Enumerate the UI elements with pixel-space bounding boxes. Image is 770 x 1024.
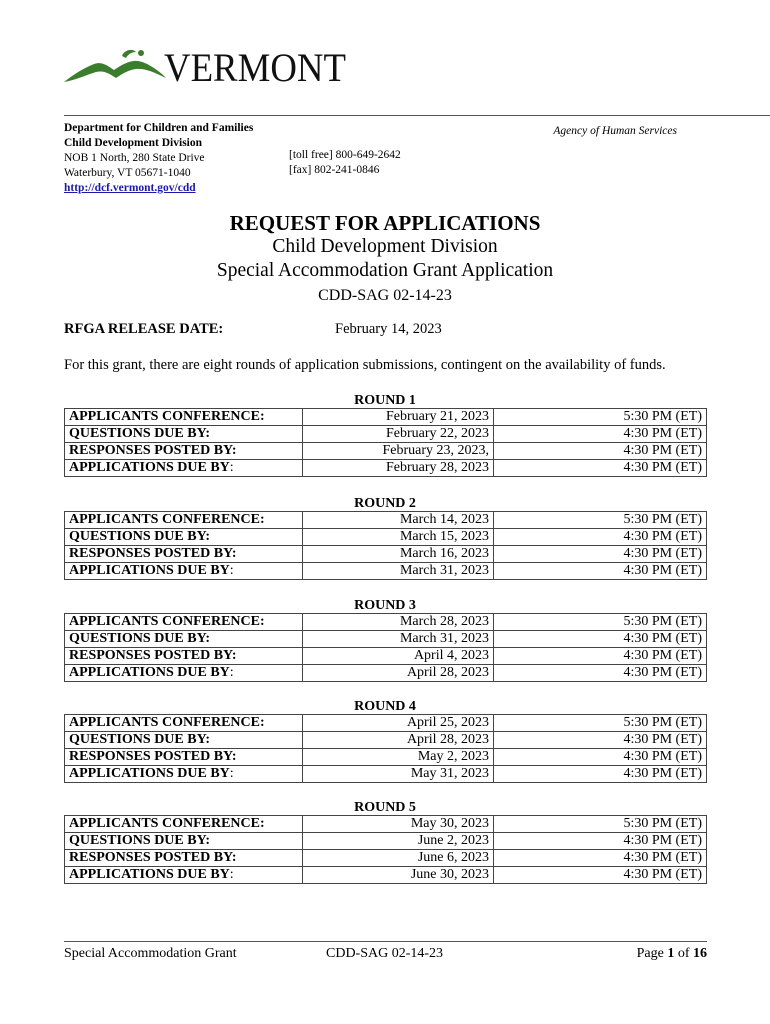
document-code: CDD-SAG 02-14-23 xyxy=(318,287,452,304)
milestone-label-text: APPLICANTS CONFERENCE: xyxy=(69,715,265,730)
milestone-date: March 16, 2023 xyxy=(303,546,494,563)
milestone-label xyxy=(65,512,303,529)
milestone-date: April 28, 2023 xyxy=(303,665,494,682)
milestone-label xyxy=(65,443,303,460)
milestone-label-text: APPLICANTS CONFERENCE: xyxy=(69,409,265,424)
milestone-time: 4:30 PM (ET) xyxy=(494,546,707,563)
release-date-value: February 14, 2023 xyxy=(335,321,442,337)
milestone-label xyxy=(65,631,303,648)
table-row xyxy=(65,833,707,850)
milestone-time: 4:30 PM (ET) xyxy=(494,460,707,477)
milestone-time: 4:30 PM (ET) xyxy=(494,665,707,682)
milestone-label-text: RESPONSES POSTED BY: xyxy=(69,546,237,561)
milestone-label xyxy=(65,665,303,682)
milestone-date: February 21, 2023 xyxy=(303,409,494,426)
milestone-label-text: QUESTIONS DUE BY: xyxy=(69,426,211,441)
milestone-label xyxy=(65,816,303,833)
table-row xyxy=(65,563,707,580)
round-title: ROUND 5 xyxy=(354,800,416,815)
milestone-time: 5:30 PM (ET) xyxy=(494,614,707,631)
header-rule xyxy=(64,115,770,116)
milestone-label xyxy=(65,833,303,850)
milestone-date: February 23, 2023, xyxy=(303,443,494,460)
round-title: ROUND 1 xyxy=(354,393,416,408)
page-current: 1 xyxy=(667,946,675,961)
division-subtitle: Child Development Division xyxy=(272,236,498,257)
milestone-date: June 2, 2023 xyxy=(303,833,494,850)
milestone-label-text: APPLICATIONS DUE BY xyxy=(69,460,230,475)
milestone-time: 4:30 PM (ET) xyxy=(494,766,707,783)
table-row xyxy=(65,546,707,563)
milestone-label xyxy=(65,409,303,426)
milestone-date: May 2, 2023 xyxy=(303,749,494,766)
milestone-label-suffix: : xyxy=(229,665,234,680)
milestone-label xyxy=(65,563,303,580)
division-website-link[interactable]: http://dcf.vermont.gov/cdd xyxy=(64,182,196,194)
milestone-label-text: QUESTIONS DUE BY: xyxy=(69,529,211,544)
address-line-2: Waterbury, VT 05671-1040 xyxy=(64,167,191,179)
milestone-time: 4:30 PM (ET) xyxy=(494,867,707,884)
milestone-label xyxy=(65,460,303,477)
milestone-time: 4:30 PM (ET) xyxy=(494,426,707,443)
intro-text: For this grant, there are eight rounds of application submissions, contingent on the availability of funds. xyxy=(64,357,666,373)
table-row xyxy=(65,631,707,648)
table-row xyxy=(65,426,707,443)
table-row xyxy=(65,614,707,631)
milestone-date: June 6, 2023 xyxy=(303,850,494,867)
release-date-label: RFGA RELEASE DATE: xyxy=(64,321,224,337)
milestone-label-suffix: : xyxy=(229,867,234,882)
page-word: Page xyxy=(636,946,664,961)
grant-subtitle: Special Accommodation Grant Application xyxy=(216,260,554,281)
milestone-time: 4:30 PM (ET) xyxy=(494,631,707,648)
footer-rule xyxy=(64,941,707,942)
milestone-date: May 31, 2023 xyxy=(303,766,494,783)
table-row xyxy=(65,665,707,682)
milestone-time: 5:30 PM (ET) xyxy=(494,715,707,732)
milestone-label xyxy=(65,614,303,631)
page-number xyxy=(637,946,707,962)
milestone-label xyxy=(65,715,303,732)
milestone-label xyxy=(65,749,303,766)
milestone-time: 4:30 PM (ET) xyxy=(494,850,707,867)
department-name: Department for Children and Families xyxy=(64,122,254,134)
division-name: Child Development Division xyxy=(64,137,203,149)
milestone-label xyxy=(65,546,303,563)
table-row xyxy=(65,749,707,766)
document-title: REQUEST FOR APPLICATIONS xyxy=(229,211,541,235)
table-row xyxy=(65,816,707,833)
milestone-label xyxy=(65,766,303,783)
milestone-label-text: APPLICANTS CONFERENCE: xyxy=(69,512,265,527)
milestone-time: 5:30 PM (ET) xyxy=(494,409,707,426)
table-row xyxy=(65,460,707,477)
milestone-date: February 22, 2023 xyxy=(303,426,494,443)
milestone-label-text: RESPONSES POSTED BY: xyxy=(69,850,237,865)
milestone-label-text: APPLICATIONS DUE BY xyxy=(69,867,230,882)
table-row xyxy=(65,409,707,426)
address-line-1: NOB 1 North, 280 State Drive xyxy=(64,152,205,164)
milestone-label-text: APPLICANTS CONFERENCE: xyxy=(69,816,265,831)
milestone-time: 5:30 PM (ET) xyxy=(494,512,707,529)
milestone-time: 4:30 PM (ET) xyxy=(494,648,707,665)
round-schedule-table xyxy=(64,714,707,783)
milestone-time: 5:30 PM (ET) xyxy=(494,816,707,833)
round-schedule-table xyxy=(64,613,707,682)
milestone-date: March 31, 2023 xyxy=(303,563,494,580)
table-row xyxy=(65,512,707,529)
milestone-label xyxy=(65,648,303,665)
table-row xyxy=(65,766,707,783)
round-schedule-table xyxy=(64,408,707,477)
table-row xyxy=(65,715,707,732)
milestone-label xyxy=(65,850,303,867)
table-row xyxy=(65,648,707,665)
milestone-label-text: RESPONSES POSTED BY: xyxy=(69,443,237,458)
toll-free-number: [toll free] 800-649-2642 xyxy=(289,149,401,161)
table-row xyxy=(65,867,707,884)
milestone-date: May 30, 2023 xyxy=(303,816,494,833)
milestone-time: 4:30 PM (ET) xyxy=(494,443,707,460)
logo-wordmark: VERMONT xyxy=(164,45,346,90)
contact-block xyxy=(64,121,253,196)
round-schedule-table xyxy=(64,511,707,580)
of-word: of xyxy=(677,946,690,961)
milestone-date: March 14, 2023 xyxy=(303,512,494,529)
agency-name: Agency of Human Services xyxy=(553,125,677,137)
milestone-label-text: RESPONSES POSTED BY: xyxy=(69,749,237,764)
milestone-date: June 30, 2023 xyxy=(303,867,494,884)
milestone-label xyxy=(65,529,303,546)
fax-number: [fax] 802-241-0846 xyxy=(289,164,380,176)
milestone-date: March 31, 2023 xyxy=(303,631,494,648)
milestone-label-text: RESPONSES POSTED BY: xyxy=(69,648,237,663)
milestone-date: March 28, 2023 xyxy=(303,614,494,631)
vermont-logo xyxy=(62,44,346,90)
milestone-time: 4:30 PM (ET) xyxy=(494,732,707,749)
table-row xyxy=(65,529,707,546)
milestone-label xyxy=(65,867,303,884)
milestone-label-suffix: : xyxy=(229,563,234,578)
milestone-label xyxy=(65,732,303,749)
milestone-date: April 4, 2023 xyxy=(303,648,494,665)
milestone-label xyxy=(65,426,303,443)
milestone-label-text: QUESTIONS DUE BY: xyxy=(69,732,211,747)
milestone-label-text: APPLICATIONS DUE BY xyxy=(69,766,230,781)
milestone-date: April 28, 2023 xyxy=(303,732,494,749)
milestone-time: 4:30 PM (ET) xyxy=(494,833,707,850)
phone-block xyxy=(289,148,401,178)
page-total: 16 xyxy=(693,946,707,961)
footer-document-code: CDD-SAG 02-14-23 xyxy=(326,946,444,961)
milestone-label-suffix: : xyxy=(229,460,234,475)
milestone-time: 4:30 PM (ET) xyxy=(494,563,707,580)
table-row xyxy=(65,850,707,867)
milestone-date: March 15, 2023 xyxy=(303,529,494,546)
milestone-date: February 28, 2023 xyxy=(303,460,494,477)
round-title: ROUND 2 xyxy=(354,496,416,511)
table-row xyxy=(65,443,707,460)
milestone-date: April 25, 2023 xyxy=(303,715,494,732)
milestone-label-text: APPLICATIONS DUE BY xyxy=(69,563,230,578)
milestone-label-text: QUESTIONS DUE BY: xyxy=(69,833,211,848)
round-title: ROUND 4 xyxy=(354,699,416,714)
round-schedule-table xyxy=(64,815,707,884)
table-row xyxy=(65,732,707,749)
milestone-label-text: APPLICATIONS DUE BY xyxy=(69,665,230,680)
milestone-time: 4:30 PM (ET) xyxy=(494,529,707,546)
round-title: ROUND 3 xyxy=(354,598,416,613)
milestone-label-suffix: : xyxy=(229,766,234,781)
milestone-label-text: QUESTIONS DUE BY: xyxy=(69,631,211,646)
mountain-logo-icon xyxy=(62,44,172,90)
footer-grant-name: Special Accommodation Grant xyxy=(64,946,237,961)
milestone-time: 4:30 PM (ET) xyxy=(494,749,707,766)
milestone-label-text: APPLICANTS CONFERENCE: xyxy=(69,614,265,629)
